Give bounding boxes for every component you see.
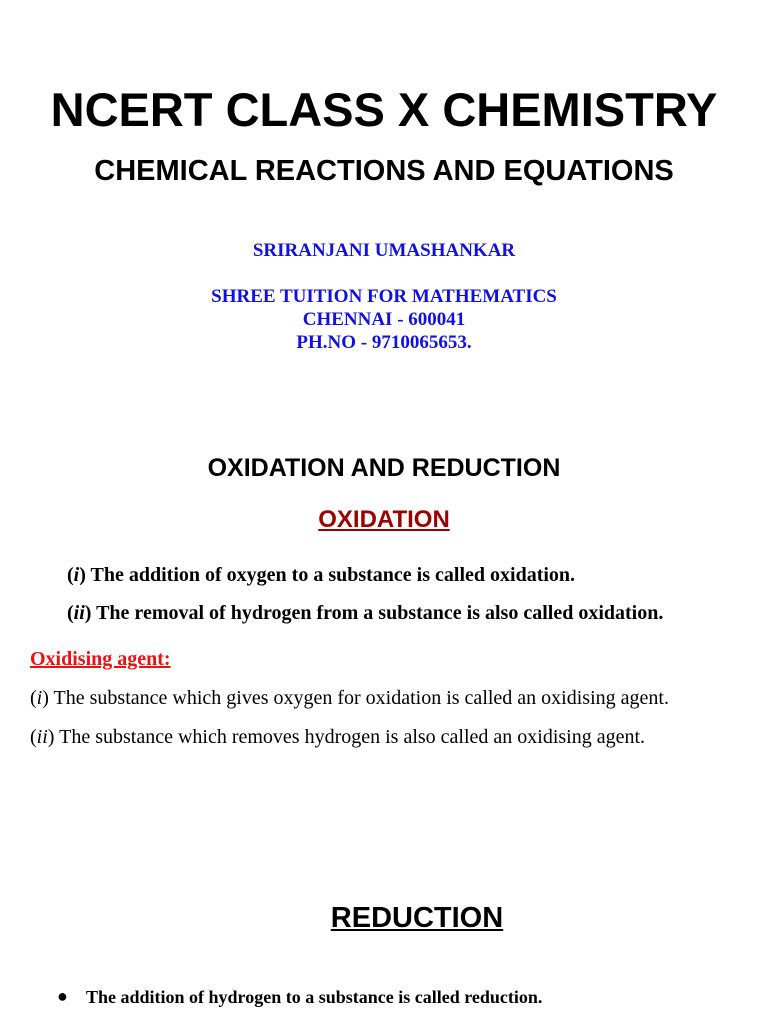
document-subtitle: CHEMICAL REACTIONS AND EQUATIONS [94, 155, 674, 187]
section-heading: OXIDATION AND REDUCTION [207, 454, 561, 482]
oxidising-agent-heading: Oxidising agent: [30, 648, 171, 670]
item-text: ) The substance which removes hydrogen is also called an oxidising agent. [47, 726, 646, 748]
oxidation-item-1: (i) The addition of oxygen to a substance is called oxidation. [67, 564, 576, 586]
oxidation-item-2: (ii) The removal of hydrogen from a substance is also called oxidation. [67, 602, 664, 624]
item-text: ) The addition of oxygen to a substance is called oxidation. [79, 564, 576, 586]
document-title: NCERT CLASS X CHEMISTRY [50, 83, 718, 136]
item-numeral: ii [73, 602, 85, 624]
reduction-heading: REDUCTION [330, 902, 504, 934]
item-numeral: i [73, 564, 80, 586]
item-numeral: i [36, 687, 43, 709]
author-name: SRIRANJANI UMASHANKAR [252, 240, 516, 261]
oxidising-agent-item-2: (ii) The substance which removes hydrogen is also called an oxidising agent. [30, 726, 646, 748]
item-numeral: ii [36, 726, 48, 748]
bullet-icon: ● [57, 986, 68, 1006]
oxidising-agent-item-1: (i) The substance which gives oxygen for oxidation is called an oxidising agent. [30, 687, 669, 709]
oxidation-heading: OXIDATION [318, 506, 450, 533]
reduction-item-1: The addition of hydrogen to a substance is called reduction. [86, 987, 543, 1007]
item-text: ) The removal of hydrogen from a substance is also called oxidation. [84, 602, 664, 624]
item-text: ) The substance which gives oxygen for oxidation is called an oxidising agent. [42, 687, 669, 709]
author-institution: SHREE TUITION FOR MATHEMATICS [211, 286, 557, 307]
author-phone: PH.NO - 9710065653. [296, 332, 472, 353]
author-city: CHENNAI - 600041 [302, 309, 466, 330]
